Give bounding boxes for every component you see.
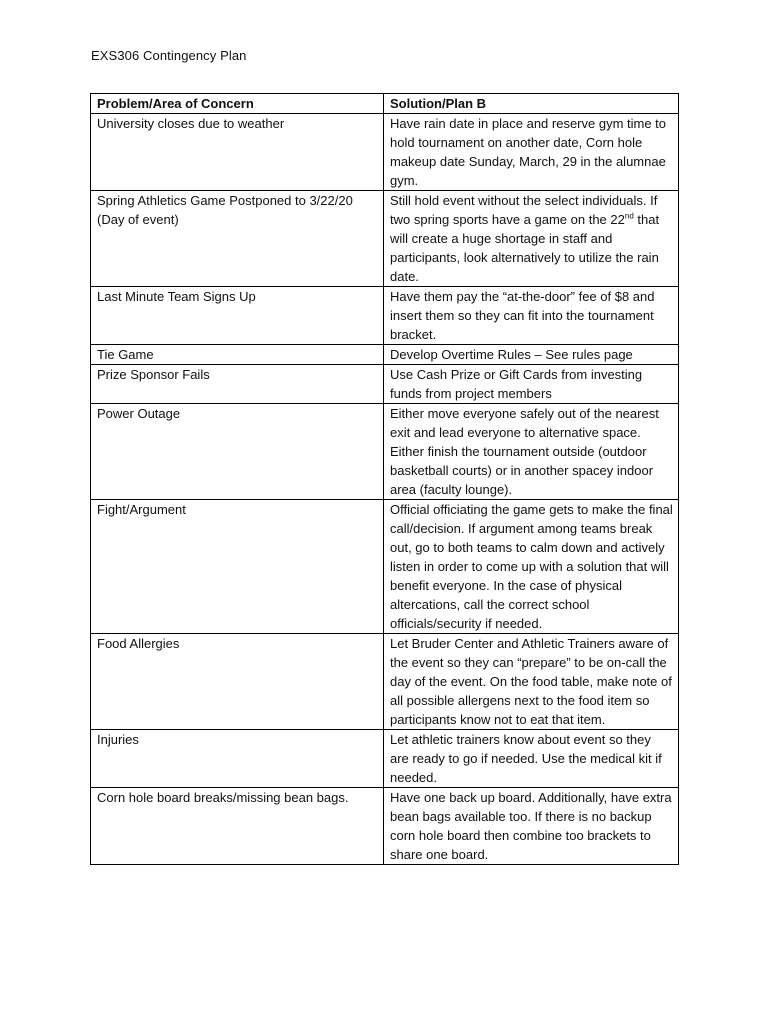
- contingency-table: [90, 93, 679, 865]
- problem-cell: Prize Sponsor Fails: [91, 365, 384, 404]
- solution-cell: Let Bruder Center and Athletic Trainers aware of the event so they can “prepare” to be on-call the day of the event. On the food table, make note of all possible allergens next to the food item so participants know not to eat that item.: [384, 634, 679, 730]
- table-row: [91, 500, 679, 634]
- solution-cell: [384, 191, 679, 287]
- problem-cell: Power Outage: [91, 404, 384, 500]
- table-row: [91, 404, 679, 500]
- table-row: [91, 730, 679, 788]
- problem-cell: Tie Game: [91, 345, 384, 365]
- document-title: EXS306 Contingency Plan: [91, 48, 247, 63]
- problem-cell: Fight/Argument: [91, 500, 384, 634]
- table-row: [91, 287, 679, 345]
- problem-cell: Spring Athletics Game Postponed to 3/22/20 (Day of event): [91, 191, 384, 287]
- ordinal-superscript: nd: [624, 211, 634, 221]
- solution-cell: Use Cash Prize or Gift Cards from investing funds from project members: [384, 365, 679, 404]
- table-row: [91, 114, 679, 191]
- problem-cell: Last Minute Team Signs Up: [91, 287, 384, 345]
- table-row: [91, 788, 679, 865]
- problem-cell: Injuries: [91, 730, 384, 788]
- solution-text: Still hold event without the select individuals. If two spring sports have a game on the 22: [390, 193, 658, 227]
- problem-cell: Corn hole board breaks/missing bean bags.: [91, 788, 384, 865]
- table-row: [91, 365, 679, 404]
- header-problem: Problem/Area of Concern: [91, 94, 384, 114]
- solution-cell: Have rain date in place and reserve gym time to hold tournament on another date, Corn hole makeup date Sunday, March, 29 in the alumnae gym.: [384, 114, 679, 191]
- problem-cell: Food Allergies: [91, 634, 384, 730]
- table-header-row: [91, 94, 679, 114]
- solution-cell: Official officiating the game gets to make the final call/decision. If argument among teams break out, go to both teams to calm down and actively listen in order to come up with a solution that will benefit everyone. In the case of physical altercations, call the correct school officials/security if needed.: [384, 500, 679, 634]
- solution-cell: Let athletic trainers know about event so they are ready to go if needed. Use the medical kit if needed.: [384, 730, 679, 788]
- problem-cell: University closes due to weather: [91, 114, 384, 191]
- solution-cell: Have one back up board. Additionally, have extra bean bags available too. If there is no backup corn hole board then combine too brackets to share one board.: [384, 788, 679, 865]
- table-row: [91, 345, 679, 365]
- solution-text: that will create a huge shortage in staff and participants, look alternatively to utilize the rain date.: [390, 212, 660, 284]
- solution-cell: Either move everyone safely out of the nearest exit and lead everyone to alternative space. Either finish the tournament outside (outdoor basketball courts) or in another spacey indoor area (faculty lounge).: [384, 404, 679, 500]
- solution-cell: Develop Overtime Rules – See rules page: [384, 345, 679, 365]
- solution-cell: Have them pay the “at-the-door” fee of $8 and insert them so they can fit into the tournament bracket.: [384, 287, 679, 345]
- table-row: [91, 634, 679, 730]
- header-solution: Solution/Plan B: [384, 94, 679, 114]
- table-row: [91, 191, 679, 287]
